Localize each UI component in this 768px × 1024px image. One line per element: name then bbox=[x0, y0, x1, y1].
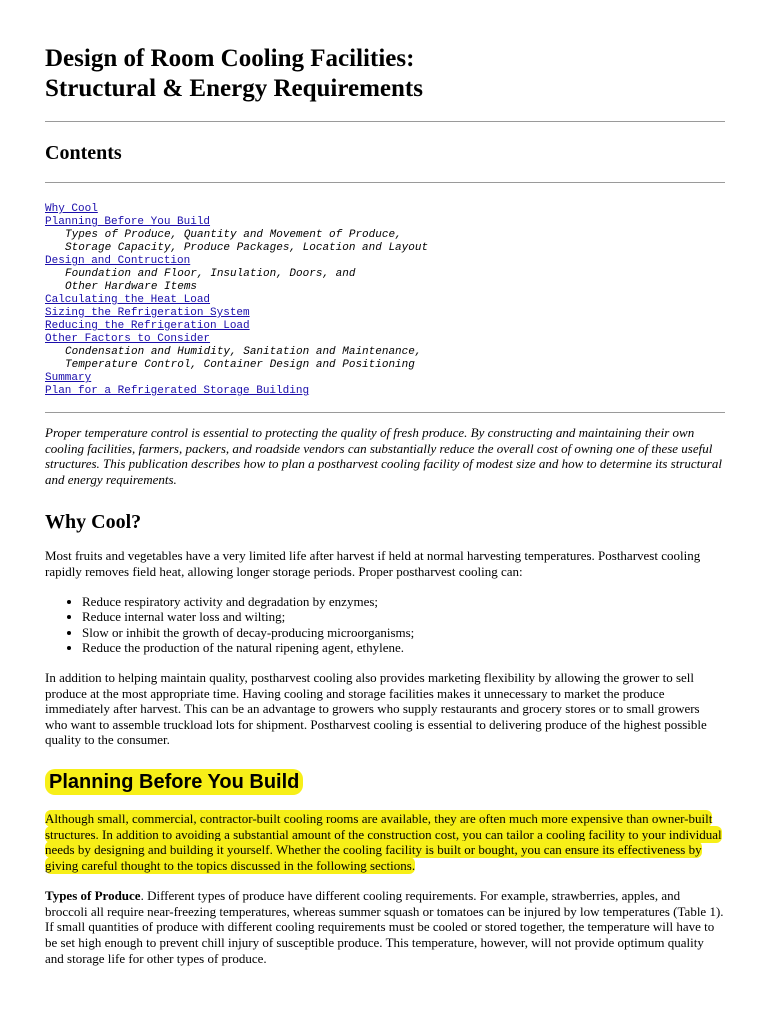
cooling-benefits-list bbox=[45, 594, 725, 656]
contents-heading: Contents bbox=[45, 142, 122, 164]
planning-heading-highlight: Planning Before You Build bbox=[45, 769, 303, 795]
toc-subtopics: Other Hardware Items bbox=[65, 281, 198, 293]
why-cool-heading: Why Cool? bbox=[45, 511, 142, 534]
page-title-line1: Design of Room Cooling Facilities: bbox=[45, 45, 415, 72]
toc-link[interactable]: Other Factors to Consider bbox=[45, 333, 211, 345]
page-title bbox=[45, 44, 725, 104]
planning-paragraph bbox=[45, 811, 725, 873]
toc-link[interactable]: Plan for a Refrigerated Storage Building bbox=[45, 385, 310, 397]
intro-paragraph: Proper temperature control is essential to protecting the quality of fresh produce. By constructing and maintaining their own cooling facilities, farmers, packers, and roadside vendors can substantially reduce the overall cost of owning one of these useful structures. This publication describes how to plan a postharvest cooling facility of modest size and how to determine its structural and energy requirements. bbox=[45, 425, 722, 487]
toc-subtopics: Condensation and Humidity, Sanitation and Maintenance, bbox=[65, 346, 422, 358]
types-of-produce-text: . Different types of produce have different cooling requirements. For example, strawberries, apples, and broccoli all require near-freezing temperatures, whereas summer squash or tomatoes can be injured by low temperatures (Table 1). If small quantities of produce with different cooling requirements must be cooled or stored together, the temperature will have to be set high enough to prevent chill injury of susceptible produce. This temperature, however, will not provide optimum quality and storage life for other types of produce. bbox=[45, 888, 724, 966]
page-title-line2: Structural & Energy Requirements bbox=[45, 75, 423, 102]
toc-subtopics: Storage Capacity, Produce Packages, Location and Layout bbox=[65, 242, 429, 254]
types-of-produce-label: Types of Produce bbox=[45, 888, 141, 904]
list-item: • Reduce the production of the natural ripening agent, ethylene. bbox=[82, 640, 725, 656]
divider bbox=[45, 412, 725, 413]
toc-link[interactable]: Planning Before You Build bbox=[45, 216, 211, 228]
toc-link[interactable]: Calculating the Heat Load bbox=[45, 294, 211, 306]
planning-heading bbox=[45, 770, 725, 794]
toc-subtopics: Types of Produce, Quantity and Movement of Produce, bbox=[65, 229, 402, 241]
toc-subtopics: Temperature Control, Container Design and Positioning bbox=[65, 359, 415, 371]
toc-link[interactable]: Sizing the Refrigeration System bbox=[45, 307, 250, 319]
divider bbox=[45, 121, 725, 122]
list-item: • Reduce internal water loss and wilting; bbox=[82, 609, 725, 625]
list-item: • Reduce respiratory activity and degradation by enzymes; bbox=[82, 594, 725, 610]
marketing-paragraph: In addition to helping maintain quality, postharvest cooling also provides marketing flexibility by allowing the grower to sell produce at the most appropriate time. Having cooling and storage facilities makes it unnecessary to market the produce immediately after harvest. This can be an advantage to growers who supply restaurants and grocery stores or to small growers who want to assemble truckload lots for shipment. Postharvest cooling is essential to delivering produce of the highest possible quality to the consumer. bbox=[45, 669, 707, 748]
why-cool-paragraph: Most fruits and vegetables have a very limited life after harvest if held at normal harvesting temperatures. Postharvest cooling rapidly removes field heat, allowing longer storage periods. Proper postharvest cooling can: bbox=[45, 548, 701, 579]
toc-link[interactable]: Summary bbox=[45, 372, 92, 384]
toc-subtopics: Foundation and Floor, Insulation, Doors, and bbox=[65, 268, 356, 280]
list-item: • Slow or inhibit the growth of decay-producing microorganisms; bbox=[82, 625, 725, 641]
toc-link[interactable]: Design and Contruction bbox=[45, 255, 191, 267]
toc-link[interactable]: Why Cool bbox=[45, 203, 98, 215]
toc-link[interactable]: Reducing the Refrigeration Load bbox=[45, 320, 250, 332]
types-of-produce-paragraph bbox=[45, 888, 725, 966]
divider bbox=[45, 182, 725, 183]
planning-paragraph-highlight: Although small, commercial, contractor-built cooling rooms are available, they are often much more expensive than owner-built structures. In addition to avoiding a substantial amount of the construction cost, you can tailor a cooling facility to your individual needs by designing and building it yourself. Whether the cooling facility is built or bought, you can ensure its effectiveness by giving careful thought to the topics discussed in the following sections. bbox=[45, 810, 722, 873]
table-of-contents bbox=[45, 203, 725, 398]
document-page bbox=[45, 0, 725, 966]
